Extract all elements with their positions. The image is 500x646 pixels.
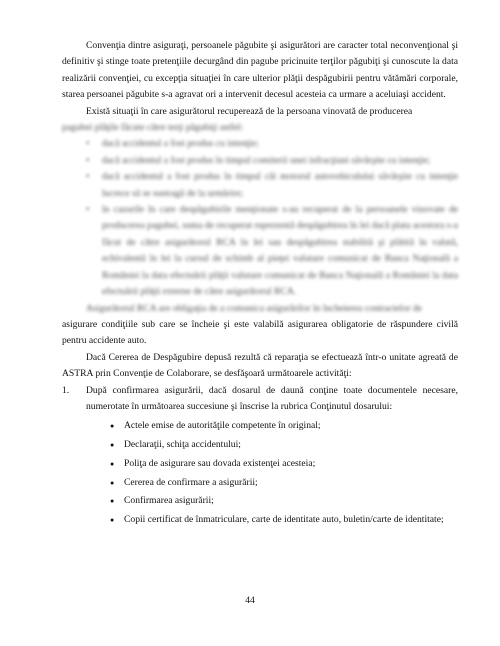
blurred-bullet: • în cazurile în care despăgubirile menţionate s-au recuperat de la persoanele vinovate de producerea pagubei, suma de recuperat reprezentă despăgubirea în lei dacă plata acestora s-a făcut de către asigurătorul RCA în lei sau despăgubirea stabilită şi plătită în valută, echivalentă în lei la cursul de schimb al pieţei valutare comunicat de Banca Naţională a României la data efectuării plăţii valutare comunicat de Banca Naţională a României la data efectuării plăţii externe de către asigurătorul RCA. bbox=[62, 202, 458, 300]
blurred-intro: pagubei plăţile făcute către terţi păgubiţi astfel: bbox=[62, 122, 244, 134]
paragraph-conditions: asigurare condiţiile sub care se încheie şi este valabilă asigurarea obligatorie de răspundere civilă pentru accidente auto. bbox=[62, 318, 458, 347]
blurred-section bbox=[62, 120, 458, 317]
document-item: ● Actele emise de autorităţile competente în original; bbox=[86, 418, 458, 434]
blurred-bullet: • dacă accidentul a fost produs în timpul căi motorul autovehiculului săvârşite cu intenţie lucrece să se sustragă de la urmărire; bbox=[62, 169, 458, 202]
documents-list bbox=[86, 418, 458, 529]
blurred-bullet: • dacă accidentul a fost produs în timpul comiterii unei infracţiuni săvârşite cu intenţie; bbox=[62, 153, 458, 169]
step-text: După confirmarea asigurării, dacă dosarul de daună conţine toate documentele necesare, numerotate în următoarea succesiune şi înscrise la rubrica Conţinutul dosarului: bbox=[86, 384, 458, 412]
document-item: ● Confirmarea asigurării; bbox=[86, 493, 458, 509]
step-item bbox=[62, 383, 458, 529]
steps-list bbox=[62, 383, 458, 529]
paragraph-convention: Convenţia dintre asiguraţi, persoanele păgubite şi asigurători are caracter total neconvenţional şi definitiv şi stinge toate pretenţiile decurgând din pagube pricinuite terţilor păgubiţi şi cunoscute la data realizării convenţiei, cu excepţia situaţiei în care ulterior plăţii despăgubirii pentru vătămări corporale, starea persoanei păgubite s-a agravat ori a intervenit decesul acesteia ca urmare a aceluiaşi accident. bbox=[62, 40, 458, 101]
document-item: ● Copii certificat de înmatriculare, carte de identitate auto, buletin/carte de identitate; bbox=[86, 512, 458, 528]
step-number: 1. bbox=[62, 384, 70, 396]
document-item: ● Poliţa de asigurare sau dovada existenţei acesteia; bbox=[86, 456, 458, 472]
blurred-partial-paragraph: Asigurătorul RCA are obligaţia de a comunica asigurărilor în încheierea contractelor de bbox=[86, 302, 422, 314]
document-item: ● Declaraţii, schiţa accidentului; bbox=[86, 437, 458, 453]
blurred-bullet-list bbox=[62, 136, 458, 300]
page-number: 44 bbox=[245, 595, 255, 606]
blurred-bullet: • dacă accidentul a fost produs cu intenţie; bbox=[62, 136, 458, 152]
document-item: ● Cererea de confirmare a asigurării; bbox=[86, 475, 458, 491]
paragraph-astra: Dacă Cererea de Despăgubire depusă rezultă că reparaţia se efectuează într-o unitate agreată de ASTRA prin Convenţie de Colaborare, se desfăşoară următoarele activităţi: bbox=[62, 351, 458, 380]
paragraph-recovery-situations: Există situaţii în care asigurătorul recuperează de la persoana vinovată de producerea bbox=[86, 105, 413, 117]
